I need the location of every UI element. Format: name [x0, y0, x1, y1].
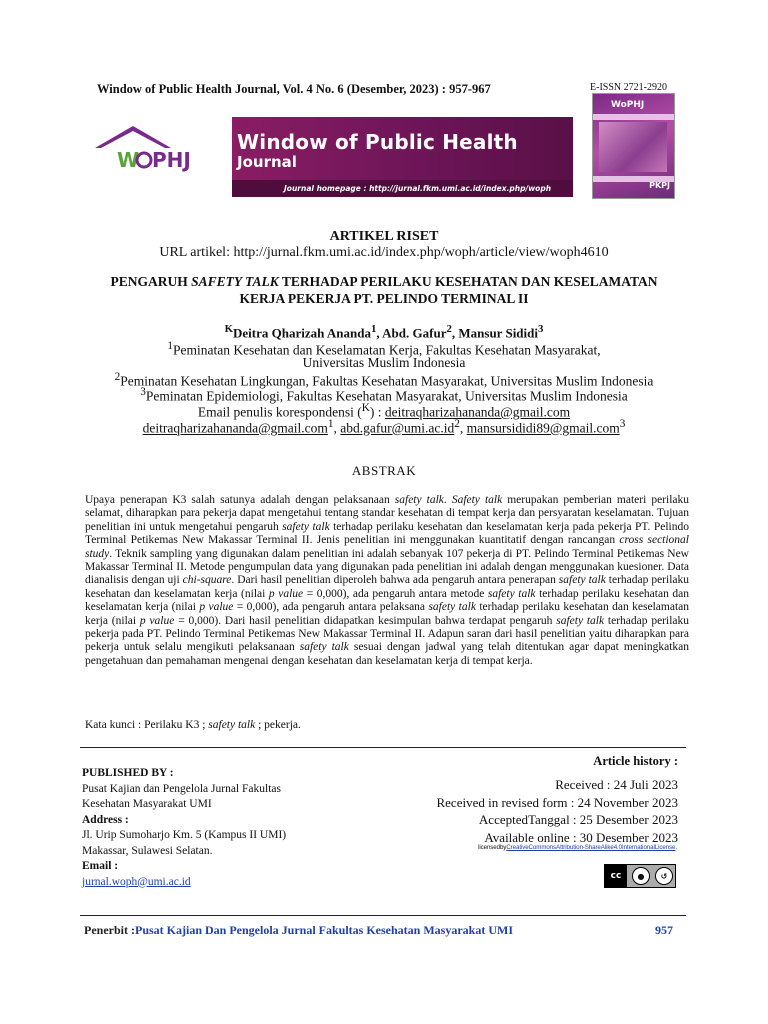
cover-badge: PKPJ: [649, 181, 670, 190]
title-part: TERHADAP PERILAKU KESEHATAN DAN KESELAMATAN: [278, 274, 658, 289]
aff-text: Peminatan Kesehatan Lingkungan, Fakultas Kesehatan Masyarakat, Universitas Muslim Indonesia: [120, 373, 654, 389]
email-sep: ,: [333, 420, 341, 436]
divider: [80, 747, 686, 748]
cc-by-sa-badge[interactable]: [604, 864, 676, 888]
author-sup: 3: [538, 323, 544, 335]
abstract-italic: safety talk: [428, 601, 476, 614]
abstract-text: = 0,000), ada pengaruh antara pelaksana: [233, 601, 429, 614]
footer-divider: [80, 915, 686, 916]
article-history-title: Article history :: [593, 754, 678, 768]
logo-text-w: W: [117, 148, 140, 172]
abstract-heading: ABSTRAK: [351, 463, 417, 478]
abstract-text: = 0,000), ada pengaruh antara metode: [303, 587, 488, 600]
abstract-italic: safety talk: [394, 494, 444, 506]
sa-icon: ↺: [655, 867, 673, 885]
abstract-text: terhadap perilaku kesehatan dan keselamatan kerja (nilai: [85, 601, 689, 627]
address-line-1: Jl. Urip Sumoharjo Km. 5 (Kampus II UMI): [82, 829, 287, 841]
keyword-italic: safety talk: [208, 719, 256, 731]
cc-icon: cc: [605, 865, 627, 887]
history-online: Available online : 30 Desember 2023: [484, 829, 678, 845]
abstract-italic: p value: [139, 614, 175, 627]
address-line-2: Makassar, Sulawesi Selatan.: [82, 844, 213, 857]
banner-title: Window of Public Health: [237, 130, 518, 154]
page-number: 957: [655, 923, 673, 937]
journal-homepage[interactable]: Journal homepage : http://jurnal.fkm.umi.ac.id/index.php/woph: [284, 184, 552, 193]
logo-text-phj: PHJ: [152, 148, 191, 172]
article-url[interactable]: URL artikel: http://jurnal.fkm.umi.ac.id/index.php/woph/article/view/woph4610: [159, 245, 609, 260]
title-line2: KERJA PEKERJA PT. PELINDO TERMINAL II: [239, 291, 529, 306]
by-icon: ●: [632, 867, 650, 885]
email-sup: 3: [619, 418, 626, 430]
footer-text: Pusat Kajian Dan Pengelola Jurnal Fakultas Kesehatan Masyarakat UMI: [134, 923, 513, 937]
journal-cover-image: [592, 93, 675, 199]
license-text: [478, 844, 677, 851]
aff-text: Peminatan Epidemiologi, Fakultas Kesehatan Masyarakat, Universitas Muslim Indonesia: [145, 388, 628, 404]
corresponding-mark: K: [224, 323, 233, 335]
address-label: Address :: [82, 813, 129, 826]
author-email-link[interactable]: abd.gafur@umi.ac.id: [340, 420, 455, 436]
author-sup: 1: [370, 323, 377, 335]
abstract-italic: Safety talk: [451, 494, 503, 506]
aff-sup: 1: [167, 340, 173, 352]
email-sup: 2: [454, 418, 460, 430]
correspondence-label: Email penulis korespondensi (: [197, 404, 362, 420]
author-name: Deitra Qharizah Ananda: [233, 325, 371, 341]
correspondence-email-link[interactable]: deitraqharizahananda@gmail.com: [384, 404, 571, 420]
publisher-name: Pusat Kajian dan Pengelola Jurnal Fakultas: [82, 782, 281, 795]
abstract-text: terhadap perilaku kesehatan dan keselamatan kerja (nilai: [85, 587, 690, 614]
cover-strip: [593, 114, 674, 120]
aff-text: Peminatan Kesehatan dan Keselamatan Kerja, Fakultas Kesehatan Masyarakat,: [172, 342, 601, 358]
logo-tagline: [128, 175, 129, 179]
email-sup: 1: [327, 418, 334, 430]
abstract-text: terhadap perilaku pekerja pada PT. Pelindo Terminal Petikemas New Makassar Terminal II. Adapun saran dari hasil penelitian yaitu diharapkan para pekerja untuk selalu mengikuti pelaksanaan: [85, 614, 690, 654]
abstract-text: merupakan pemberian materi perilaku selamat, diharapkan para pekerja dapat mengetahui tentang standar kesehatan di tempat kerja dan persyaratan keselamatan. Tujuan penelitian ini untuk mengetahui pengaruh: [85, 494, 690, 533]
abstract-italic: chi-square: [182, 574, 232, 587]
footer-label: Penerbit :: [84, 923, 135, 937]
correspondence-close: ) :: [369, 404, 385, 420]
banner-subtitle: Journal: [237, 153, 297, 171]
keywords: [85, 719, 301, 731]
published-by-label: PUBLISHED BY :: [82, 767, 174, 779]
woph-logo: [93, 122, 228, 192]
footer-publisher: [84, 923, 513, 938]
cover-logo: WoPHJ: [611, 100, 645, 110]
email-sep: ,: [459, 420, 467, 436]
title-italic: SAFETY TALK: [191, 274, 279, 289]
abstract-italic: safety talk: [487, 587, 536, 600]
abstract-italic: safety talk: [556, 614, 605, 627]
abstract-body: [85, 494, 689, 668]
abstract-text: terhadap perilaku kesehatan dan keselamatan kerja pada pekerja PT. Pelindo Terminal Petikemas New Makassar Terminal II. Jenis penelitian ini menggunakan kuantitatif dengan rancangan: [85, 520, 689, 547]
license-link[interactable]: CreativeCommonsAttribution-ShareAlike4.0InternationalLicense: [506, 844, 676, 851]
history-accepted: AcceptedTanggal : 25 Desember 2023: [478, 812, 678, 827]
license-pre: licensedby: [478, 844, 507, 851]
abstract-text: Upaya penerapan K3 salah satunya adalah dengan pelaksanaan: [85, 494, 395, 506]
abstract-text: terhadap perilaku kesehatan dan keselamatan kerja (nilai: [85, 574, 689, 600]
author-sup: 2: [446, 323, 452, 335]
author-list: [0, 323, 768, 341]
aff-sup: 2: [114, 371, 121, 383]
affiliation-1-line2: Universitas Muslim Indonesia: [302, 355, 466, 370]
history-received: Received : 24 Juli 2023: [555, 777, 678, 792]
publisher-name-2: Kesehatan Masyarakat UMI: [82, 798, 212, 810]
keywords-rest: ; pekerja.: [255, 719, 301, 731]
title-part: PENGARUH: [110, 274, 192, 289]
journal-citation: Window of Public Health Journal, Vol. 4 No. 6 (Desember, 2023) : 957-967: [97, 82, 491, 96]
abstract-text: = 0,000). Dari hasil penelitian didapatkan kesimpulan bahwa terdapat pengaruh: [174, 614, 557, 627]
history-revised: Received in revised form : 24 November 2023: [436, 794, 678, 810]
abstract-text: . Teknik sampling yang digunakan dalam penelitian ini adalah sebanyak 107 pekerja di PT. Pelindo Terminal Petikemas New Makassar Terminal II. Metode pengumpulan data yang digunakan pada penelitian ini adalah dengan menggunakan kuesioner. Data dianalisis dengan uji: [85, 547, 689, 587]
license-post: .: [675, 844, 677, 851]
abstract-italic: safety talk: [299, 641, 349, 654]
abstract-italic: safety talk: [282, 520, 330, 533]
cover-photo: [599, 122, 667, 172]
article-history: [436, 776, 678, 846]
abstract-italic: p value: [199, 601, 234, 614]
article-type: ARTIKEL RISET: [329, 229, 439, 244]
abstract-text: .: [443, 494, 452, 506]
author-email-link[interactable]: deitraqharizahananda@gmail.com: [142, 420, 328, 436]
article-title: [0, 273, 768, 307]
email-label: Email :: [82, 860, 119, 872]
abstract-text: . Dari hasil penelitian diperoleh bahwa ada pengaruh antara penerapan: [231, 574, 559, 587]
publisher-email-link[interactable]: jurnal.woph@umi.ac.id: [82, 875, 191, 888]
eissn: E-ISSN 2721-2920: [590, 82, 667, 93]
author-email-link[interactable]: mansursididi89@gmail.com: [466, 420, 620, 436]
author-name: , Mansur Sididi: [451, 325, 538, 341]
author-emails: [0, 418, 768, 437]
abstract-italic: safety talk: [558, 574, 606, 587]
keywords-label: Kata kunci : Perilaku K3 ;: [85, 719, 209, 731]
author-name: , Abd. Gafur: [376, 325, 447, 341]
abstract-italic: p value: [268, 587, 304, 600]
aff-sup: 3: [140, 386, 146, 398]
abstract-italic: cross sectional study: [85, 534, 690, 560]
abstract-text: sesuai dengan jadwal yang telah ditentukan agar dapat meningkatkan pengetahuan dan pemahaman mengenai dengan kesehatan dan keselamatan kerja di tempat kerja.: [85, 641, 689, 667]
correspondence-k: K: [361, 402, 370, 414]
publisher-info: [82, 766, 286, 890]
